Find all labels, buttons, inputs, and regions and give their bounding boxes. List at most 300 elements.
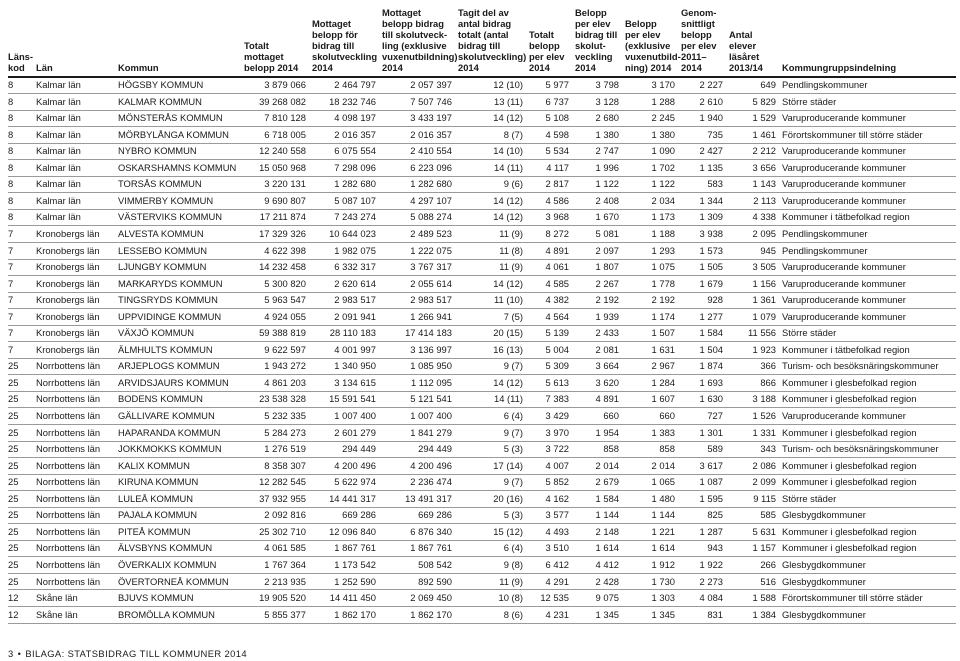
cell-totalt-mottaget: 17 329 326 — [244, 226, 312, 243]
header-lan: Län — [36, 2, 118, 77]
cell-kommungrupp: Varuproducerande kommuner — [782, 259, 956, 276]
cell-genomsnitt-per-elev: 1 287 — [681, 524, 729, 541]
table-row — [8, 292, 956, 309]
cell-kommungrupp: Kommuner i glesbefolkad region — [782, 540, 956, 557]
cell-totalt-mottaget: 5 300 820 — [244, 276, 312, 293]
cell-totalt-mottaget: 8 358 307 — [244, 458, 312, 475]
table-row — [8, 590, 956, 607]
cell-lan: Norrbottens län — [36, 408, 118, 425]
cell-antal-elever: 1 923 — [729, 342, 782, 359]
cell-antal-elever: 3 505 — [729, 259, 782, 276]
cell-lanskod: 25 — [8, 524, 36, 541]
cell-lanskod: 25 — [8, 441, 36, 458]
cell-antal-bidrag: 14 (12) — [458, 276, 529, 293]
cell-lan: Kronobergs län — [36, 259, 118, 276]
table-row — [8, 491, 956, 508]
cell-genomsnitt-per-elev: 1 573 — [681, 242, 729, 259]
table-row — [8, 375, 956, 392]
cell-per-elev-skolutveckling: 1 807 — [575, 259, 625, 276]
cell-mottaget-exkl-vux: 1 085 950 — [382, 358, 458, 375]
cell-kommun: VIMMERBY KOMMUN — [118, 193, 244, 210]
cell-mottaget-exkl-vux: 17 414 183 — [382, 325, 458, 342]
cell-totalt-mottaget: 4 861 203 — [244, 375, 312, 392]
cell-totalt-per-elev: 4 291 — [529, 573, 575, 590]
cell-antal-elever: 2 086 — [729, 458, 782, 475]
cell-mottaget-exkl-vux: 4 200 496 — [382, 458, 458, 475]
cell-totalt-mottaget: 1 943 272 — [244, 358, 312, 375]
cell-kommungrupp: Varuproducerande kommuner — [782, 160, 956, 177]
cell-genomsnitt-per-elev: 2 273 — [681, 573, 729, 590]
cell-kommungrupp: Kommuner i glesbefolkad region — [782, 391, 956, 408]
cell-mottaget-skolutveckling: 4 098 197 — [312, 110, 382, 127]
cell-genomsnitt-per-elev: 735 — [681, 127, 729, 144]
cell-kommungrupp: Varuproducerande kommuner — [782, 276, 956, 293]
cell-mottaget-skolutveckling: 1 282 680 — [312, 176, 382, 193]
cell-antal-bidrag: 17 (14) — [458, 458, 529, 475]
cell-totalt-mottaget: 6 718 005 — [244, 127, 312, 144]
cell-lanskod: 25 — [8, 557, 36, 574]
cell-per-elev-exkl-vux: 1 090 — [625, 143, 681, 160]
table-row — [8, 160, 956, 177]
cell-genomsnitt-per-elev: 928 — [681, 292, 729, 309]
cell-antal-bidrag: 20 (15) — [458, 325, 529, 342]
cell-kommungrupp: Varuproducerande kommuner — [782, 292, 956, 309]
cell-kommun: LESSEBO KOMMUN — [118, 242, 244, 259]
table-row — [8, 309, 956, 326]
cell-per-elev-skolutveckling: 2 428 — [575, 573, 625, 590]
header-totalt-per-elev: Totalt belopp per elev 2014 — [529, 2, 575, 77]
cell-lan: Norrbottens län — [36, 573, 118, 590]
cell-antal-bidrag: 15 (12) — [458, 524, 529, 541]
cell-lan: Kalmar län — [36, 209, 118, 226]
cell-totalt-per-elev: 5 309 — [529, 358, 575, 375]
cell-mottaget-exkl-vux: 892 590 — [382, 573, 458, 590]
cell-genomsnitt-per-elev: 1 309 — [681, 209, 729, 226]
cell-per-elev-exkl-vux: 1 303 — [625, 590, 681, 607]
cell-antal-bidrag: 9 (7) — [458, 424, 529, 441]
cell-totalt-mottaget: 5 963 547 — [244, 292, 312, 309]
cell-per-elev-exkl-vux: 1 345 — [625, 607, 681, 624]
cell-antal-elever: 1 331 — [729, 424, 782, 441]
cell-antal-bidrag: 14 (11) — [458, 391, 529, 408]
cell-mottaget-exkl-vux: 1 007 400 — [382, 408, 458, 425]
cell-kommun: VÄSTERVIKS KOMMUN — [118, 209, 244, 226]
header-lanskod: Läns- kod — [8, 2, 36, 77]
cell-per-elev-skolutveckling: 2 433 — [575, 325, 625, 342]
table-row — [8, 94, 956, 111]
cell-lanskod: 8 — [8, 127, 36, 144]
cell-totalt-per-elev: 6 412 — [529, 557, 575, 574]
cell-per-elev-skolutveckling: 2 192 — [575, 292, 625, 309]
cell-mottaget-skolutveckling: 10 644 023 — [312, 226, 382, 243]
cell-kommun: LJUNGBY KOMMUN — [118, 259, 244, 276]
cell-antal-elever: 4 338 — [729, 209, 782, 226]
cell-kommun: ÄLMHULTS KOMMUN — [118, 342, 244, 359]
cell-mottaget-skolutveckling: 7 243 274 — [312, 209, 382, 226]
cell-genomsnitt-per-elev: 943 — [681, 540, 729, 557]
cell-antal-bidrag: 20 (16) — [458, 491, 529, 508]
cell-mottaget-skolutveckling: 5 087 107 — [312, 193, 382, 210]
cell-antal-elever: 2 095 — [729, 226, 782, 243]
cell-genomsnitt-per-elev: 3 938 — [681, 226, 729, 243]
cell-per-elev-exkl-vux: 2 014 — [625, 458, 681, 475]
cell-lan: Kronobergs län — [36, 342, 118, 359]
cell-totalt-per-elev: 5 004 — [529, 342, 575, 359]
cell-mottaget-exkl-vux: 3 433 197 — [382, 110, 458, 127]
cell-totalt-per-elev: 12 535 — [529, 590, 575, 607]
cell-kommungrupp: Kommuner i glesbefolkad region — [782, 474, 956, 491]
cell-per-elev-exkl-vux: 858 — [625, 441, 681, 458]
cell-per-elev-exkl-vux: 1 778 — [625, 276, 681, 293]
cell-per-elev-exkl-vux: 2 034 — [625, 193, 681, 210]
cell-lanskod: 7 — [8, 325, 36, 342]
cell-mottaget-skolutveckling: 1 340 950 — [312, 358, 382, 375]
cell-per-elev-skolutveckling: 660 — [575, 408, 625, 425]
cell-antal-elever: 1 143 — [729, 176, 782, 193]
cell-mottaget-skolutveckling: 15 591 541 — [312, 391, 382, 408]
cell-per-elev-skolutveckling: 2 097 — [575, 242, 625, 259]
cell-lanskod: 25 — [8, 358, 36, 375]
cell-lanskod: 8 — [8, 77, 36, 94]
header-genomsnitt-per-elev: Genom- snittligt belopp per elev 2011– 2014 — [681, 2, 729, 77]
cell-totalt-mottaget: 59 388 819 — [244, 325, 312, 342]
cell-lan: Norrbottens län — [36, 424, 118, 441]
cell-totalt-per-elev: 4 061 — [529, 259, 575, 276]
cell-mottaget-exkl-vux: 2 069 450 — [382, 590, 458, 607]
table-row — [8, 276, 956, 293]
cell-antal-bidrag: 5 (3) — [458, 441, 529, 458]
cell-mottaget-exkl-vux: 6 223 096 — [382, 160, 458, 177]
cell-antal-elever: 1 461 — [729, 127, 782, 144]
cell-genomsnitt-per-elev: 2 610 — [681, 94, 729, 111]
cell-kommun: BODENS KOMMUN — [118, 391, 244, 408]
cell-lan: Kronobergs län — [36, 325, 118, 342]
cell-genomsnitt-per-elev: 4 084 — [681, 590, 729, 607]
table-row — [8, 557, 956, 574]
cell-kommungrupp: Kommuner i tätbefolkad region — [782, 342, 956, 359]
cell-kommungrupp: Kommuner i tätbefolkad region — [782, 209, 956, 226]
header-totalt-mottaget: Totalt mottaget belopp 2014 — [244, 2, 312, 77]
cell-mottaget-skolutveckling: 1 252 590 — [312, 573, 382, 590]
cell-totalt-per-elev: 2 817 — [529, 176, 575, 193]
cell-kommungrupp: Kommuner i glesbefolkad region — [782, 458, 956, 475]
table-row — [8, 209, 956, 226]
header-kommun: Kommun — [118, 2, 244, 77]
cell-per-elev-skolutveckling: 9 075 — [575, 590, 625, 607]
cell-antal-elever: 366 — [729, 358, 782, 375]
cell-totalt-per-elev: 4 598 — [529, 127, 575, 144]
cell-per-elev-skolutveckling: 2 081 — [575, 342, 625, 359]
cell-totalt-per-elev: 3 429 — [529, 408, 575, 425]
table-row — [8, 458, 956, 475]
cell-per-elev-skolutveckling: 2 014 — [575, 458, 625, 475]
table-row — [8, 342, 956, 359]
cell-lan: Skåne län — [36, 607, 118, 624]
cell-totalt-per-elev: 4 585 — [529, 276, 575, 293]
table-row — [8, 358, 956, 375]
table-header-row — [8, 2, 956, 77]
cell-per-elev-skolutveckling: 1 939 — [575, 309, 625, 326]
cell-totalt-per-elev: 3 722 — [529, 441, 575, 458]
table-row — [8, 524, 956, 541]
cell-lanskod: 25 — [8, 408, 36, 425]
cell-antal-bidrag: 10 (8) — [458, 590, 529, 607]
cell-totalt-mottaget: 5 232 335 — [244, 408, 312, 425]
cell-antal-bidrag: 9 (6) — [458, 176, 529, 193]
cell-antal-elever: 9 115 — [729, 491, 782, 508]
cell-mottaget-skolutveckling: 1 173 542 — [312, 557, 382, 574]
cell-antal-elever: 3 188 — [729, 391, 782, 408]
cell-kommungrupp: Glesbygdkommuner — [782, 573, 956, 590]
cell-genomsnitt-per-elev: 1 595 — [681, 491, 729, 508]
cell-per-elev-skolutveckling: 2 408 — [575, 193, 625, 210]
cell-lanskod: 25 — [8, 507, 36, 524]
cell-lan: Kronobergs län — [36, 276, 118, 293]
cell-genomsnitt-per-elev: 1 874 — [681, 358, 729, 375]
cell-lanskod: 8 — [8, 193, 36, 210]
table-row — [8, 408, 956, 425]
header-antal-elever: Antal elever läsåret 2013/14 — [729, 2, 782, 77]
cell-antal-bidrag: 14 (12) — [458, 375, 529, 392]
cell-per-elev-skolutveckling: 2 148 — [575, 524, 625, 541]
cell-mottaget-exkl-vux: 3 767 317 — [382, 259, 458, 276]
cell-lan: Kalmar län — [36, 143, 118, 160]
cell-lan: Norrbottens län — [36, 375, 118, 392]
cell-per-elev-exkl-vux: 2 245 — [625, 110, 681, 127]
cell-lanskod: 25 — [8, 540, 36, 557]
cell-genomsnitt-per-elev: 1 301 — [681, 424, 729, 441]
cell-totalt-mottaget: 4 622 398 — [244, 242, 312, 259]
cell-per-elev-skolutveckling: 1 345 — [575, 607, 625, 624]
cell-genomsnitt-per-elev: 1 630 — [681, 391, 729, 408]
cell-mottaget-exkl-vux: 1 862 170 — [382, 607, 458, 624]
cell-lanskod: 12 — [8, 590, 36, 607]
table-row — [8, 259, 956, 276]
cell-per-elev-skolutveckling: 3 128 — [575, 94, 625, 111]
cell-per-elev-skolutveckling: 858 — [575, 441, 625, 458]
cell-totalt-mottaget: 5 284 273 — [244, 424, 312, 441]
cell-genomsnitt-per-elev: 831 — [681, 607, 729, 624]
cell-per-elev-skolutveckling: 1 670 — [575, 209, 625, 226]
cell-totalt-mottaget: 4 924 055 — [244, 309, 312, 326]
table-row — [8, 127, 956, 144]
cell-lan: Norrbottens län — [36, 491, 118, 508]
cell-per-elev-exkl-vux: 1 174 — [625, 309, 681, 326]
table-row — [8, 573, 956, 590]
cell-kommun: BROMÖLLA KOMMUN — [118, 607, 244, 624]
cell-mottaget-skolutveckling: 2 464 797 — [312, 77, 382, 94]
cell-lanskod: 25 — [8, 491, 36, 508]
cell-lanskod: 7 — [8, 292, 36, 309]
cell-kommun: TINGSRYDS KOMMUN — [118, 292, 244, 309]
cell-antal-elever: 1 079 — [729, 309, 782, 326]
cell-antal-bidrag: 8 (6) — [458, 607, 529, 624]
cell-kommun: ÖVERKALIX KOMMUN — [118, 557, 244, 574]
cell-per-elev-skolutveckling: 3 620 — [575, 375, 625, 392]
cell-per-elev-skolutveckling: 2 747 — [575, 143, 625, 160]
cell-totalt-mottaget: 1 276 519 — [244, 441, 312, 458]
table-row — [8, 441, 956, 458]
cell-mottaget-exkl-vux: 1 112 095 — [382, 375, 458, 392]
cell-per-elev-exkl-vux: 1 730 — [625, 573, 681, 590]
cell-mottaget-exkl-vux: 1 222 075 — [382, 242, 458, 259]
cell-genomsnitt-per-elev: 727 — [681, 408, 729, 425]
cell-per-elev-exkl-vux: 1 480 — [625, 491, 681, 508]
cell-mottaget-skolutveckling: 18 232 746 — [312, 94, 382, 111]
cell-antal-elever: 5 631 — [729, 524, 782, 541]
cell-kommungrupp: Turism- och besöksnäringskommuner — [782, 441, 956, 458]
cell-totalt-mottaget: 4 061 585 — [244, 540, 312, 557]
cell-lan: Norrbottens län — [36, 358, 118, 375]
cell-genomsnitt-per-elev: 2 427 — [681, 143, 729, 160]
cell-per-elev-exkl-vux: 2 192 — [625, 292, 681, 309]
cell-antal-bidrag: 16 (13) — [458, 342, 529, 359]
cell-kommun: TORSÅS KOMMUN — [118, 176, 244, 193]
cell-per-elev-exkl-vux: 1 144 — [625, 507, 681, 524]
cell-kommungrupp: Pendlingskommuner — [782, 77, 956, 94]
cell-mottaget-skolutveckling: 3 134 615 — [312, 375, 382, 392]
cell-kommun: MARKARYDS KOMMUN — [118, 276, 244, 293]
cell-lanskod: 7 — [8, 342, 36, 359]
cell-per-elev-skolutveckling: 2 680 — [575, 110, 625, 127]
cell-kommungrupp: Förortskommuner till större städer — [782, 590, 956, 607]
cell-kommun: JOKKMOKKS KOMMUN — [118, 441, 244, 458]
cell-antal-bidrag: 9 (7) — [458, 358, 529, 375]
cell-lanskod: 25 — [8, 474, 36, 491]
cell-totalt-mottaget: 14 232 458 — [244, 259, 312, 276]
cell-totalt-mottaget: 15 050 968 — [244, 160, 312, 177]
cell-per-elev-skolutveckling: 4 891 — [575, 391, 625, 408]
cell-per-elev-exkl-vux: 2 967 — [625, 358, 681, 375]
cell-antal-bidrag: 13 (11) — [458, 94, 529, 111]
cell-mottaget-skolutveckling: 4 001 997 — [312, 342, 382, 359]
cell-totalt-mottaget: 12 240 558 — [244, 143, 312, 160]
cell-totalt-mottaget: 37 932 955 — [244, 491, 312, 508]
cell-kommun: OSKARSHAMNS KOMMUN — [118, 160, 244, 177]
cell-genomsnitt-per-elev: 583 — [681, 176, 729, 193]
cell-per-elev-skolutveckling: 3 664 — [575, 358, 625, 375]
table-row — [8, 226, 956, 243]
cell-mottaget-exkl-vux: 3 136 997 — [382, 342, 458, 359]
cell-antal-bidrag: 6 (4) — [458, 540, 529, 557]
cell-totalt-per-elev: 3 510 — [529, 540, 575, 557]
cell-mottaget-exkl-vux: 1 266 941 — [382, 309, 458, 326]
cell-mottaget-exkl-vux: 2 410 554 — [382, 143, 458, 160]
cell-per-elev-exkl-vux: 1 380 — [625, 127, 681, 144]
cell-per-elev-skolutveckling: 1 380 — [575, 127, 625, 144]
cell-antal-elever: 945 — [729, 242, 782, 259]
cell-lan: Norrbottens län — [36, 540, 118, 557]
cell-antal-elever: 266 — [729, 557, 782, 574]
cell-kommungrupp: Större städer — [782, 325, 956, 342]
cell-lan: Norrbottens län — [36, 557, 118, 574]
cell-mottaget-exkl-vux: 2 057 397 — [382, 77, 458, 94]
cell-totalt-per-elev: 5 977 — [529, 77, 575, 94]
cell-lan: Kalmar län — [36, 127, 118, 144]
cell-totalt-per-elev: 7 383 — [529, 391, 575, 408]
cell-per-elev-skolutveckling: 5 081 — [575, 226, 625, 243]
cell-lan: Kalmar län — [36, 176, 118, 193]
cell-totalt-mottaget: 12 282 545 — [244, 474, 312, 491]
cell-mottaget-exkl-vux: 669 286 — [382, 507, 458, 524]
cell-antal-bidrag: 5 (3) — [458, 507, 529, 524]
cell-mottaget-exkl-vux: 508 542 — [382, 557, 458, 574]
cell-lanskod: 12 — [8, 607, 36, 624]
cell-kommun: MÖNSTERÅS KOMMUN — [118, 110, 244, 127]
cell-antal-elever: 1 156 — [729, 276, 782, 293]
cell-totalt-per-elev: 3 577 — [529, 507, 575, 524]
cell-totalt-per-elev: 4 382 — [529, 292, 575, 309]
cell-per-elev-exkl-vux: 1 173 — [625, 209, 681, 226]
table-row — [8, 176, 956, 193]
table-row — [8, 143, 956, 160]
cell-kommungrupp: Turism- och besöksnäringskommuner — [782, 358, 956, 375]
cell-antal-bidrag: 12 (10) — [458, 77, 529, 94]
header-mottaget-skolutveckling: Mottaget belopp för bidrag till skolutveckling 2014 — [312, 2, 382, 77]
table-row — [8, 242, 956, 259]
cell-totalt-per-elev: 5 139 — [529, 325, 575, 342]
cell-antal-elever: 866 — [729, 375, 782, 392]
cell-totalt-per-elev: 4 891 — [529, 242, 575, 259]
cell-genomsnitt-per-elev: 3 617 — [681, 458, 729, 475]
cell-per-elev-skolutveckling: 1 954 — [575, 424, 625, 441]
table-row — [8, 110, 956, 127]
cell-antal-elever: 1 526 — [729, 408, 782, 425]
cell-mottaget-skolutveckling: 4 200 496 — [312, 458, 382, 475]
cell-mottaget-exkl-vux: 2 055 614 — [382, 276, 458, 293]
cell-per-elev-exkl-vux: 1 607 — [625, 391, 681, 408]
cell-totalt-per-elev: 5 613 — [529, 375, 575, 392]
cell-totalt-per-elev: 6 737 — [529, 94, 575, 111]
cell-kommun: ÄLVSBYNS KOMMUN — [118, 540, 244, 557]
header-per-elev-exkl-vux: Belopp per elev (exklusive vuxenutbild- ning) 2014 — [625, 2, 681, 77]
cell-kommun: KALMAR KOMMUN — [118, 94, 244, 111]
cell-per-elev-exkl-vux: 1 702 — [625, 160, 681, 177]
cell-antal-bidrag: 14 (10) — [458, 143, 529, 160]
page-footer — [8, 648, 247, 659]
cell-kommun: UPPVIDINGE KOMMUN — [118, 309, 244, 326]
cell-lan: Norrbottens län — [36, 507, 118, 524]
cell-lan: Norrbottens län — [36, 458, 118, 475]
cell-kommun: ARJEPLOGS KOMMUN — [118, 358, 244, 375]
cell-mottaget-skolutveckling: 1 982 075 — [312, 242, 382, 259]
cell-mottaget-exkl-vux: 1 841 279 — [382, 424, 458, 441]
cell-antal-elever: 343 — [729, 441, 782, 458]
cell-mottaget-skolutveckling: 7 298 096 — [312, 160, 382, 177]
cell-per-elev-exkl-vux: 1 221 — [625, 524, 681, 541]
cell-totalt-mottaget: 9 690 807 — [244, 193, 312, 210]
cell-genomsnitt-per-elev: 1 277 — [681, 309, 729, 326]
cell-lan: Kalmar län — [36, 110, 118, 127]
cell-lan: Skåne län — [36, 590, 118, 607]
footer-section-title: BILAGA: STATSBIDRAG TILL KOMMUNER 2014 — [25, 648, 247, 659]
cell-kommun: MÖRBYLÅNGA KOMMUN — [118, 127, 244, 144]
cell-totalt-mottaget: 1 767 364 — [244, 557, 312, 574]
cell-totalt-per-elev: 4 586 — [529, 193, 575, 210]
cell-genomsnitt-per-elev: 1 505 — [681, 259, 729, 276]
cell-mottaget-exkl-vux: 13 491 317 — [382, 491, 458, 508]
cell-antal-bidrag: 14 (11) — [458, 160, 529, 177]
cell-mottaget-skolutveckling: 2 601 279 — [312, 424, 382, 441]
cell-antal-bidrag: 9 (8) — [458, 557, 529, 574]
header-kommungrupp: Kommungruppsindelning — [782, 2, 956, 77]
cell-per-elev-exkl-vux: 660 — [625, 408, 681, 425]
cell-antal-bidrag: 8 (7) — [458, 127, 529, 144]
cell-per-elev-skolutveckling: 1 614 — [575, 540, 625, 557]
cell-lan: Kalmar län — [36, 160, 118, 177]
cell-lanskod: 7 — [8, 242, 36, 259]
cell-lanskod: 7 — [8, 259, 36, 276]
